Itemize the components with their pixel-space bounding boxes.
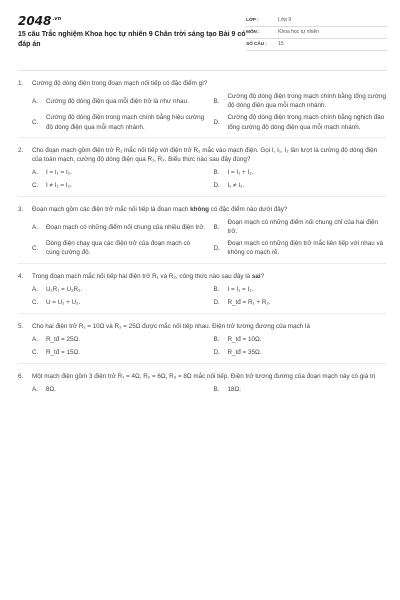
answer-grid (18, 168, 387, 191)
meta-table (246, 15, 387, 51)
answer-option-b[interactable] (214, 285, 388, 295)
answer-text: Cường độ dòng điện trong mạch chính bằng nghịch đảo tổng cường độ dòng điện qua mỗi mạch nhánh. (227, 114, 385, 131)
question-body: Cho hai điện trở R₁ = 10Ω và R₂ = 25Ω được mắc nối tiếp nhau. Điện trở tương đương của mạch là (32, 322, 310, 330)
question-3 (18, 205, 387, 264)
answer-letter: C. (32, 182, 39, 190)
question-number: 2. (18, 146, 24, 154)
answer-letter: B. (213, 169, 220, 177)
question-body: Cho đoạn mạch gồm điện trở R₁ mắc nối tiếp với điện trở R₂ mắc vào mạch điện. Gọi I, I₁, I₂ lần lượt là cường độ dòng điện của toàn mạch, cường độ dòng điện qua R₁, R₂. Biểu thức nào sau đây đúng? (32, 146, 378, 163)
answer-text: U = U₁ + U₂. (46, 299, 81, 307)
answer-letter: A. (32, 223, 38, 231)
answer-letter: C. (32, 299, 39, 307)
answer-option-d[interactable] (214, 113, 388, 131)
logo-text: 2048 (18, 14, 52, 28)
header (18, 12, 387, 60)
answer-grid (18, 92, 387, 132)
answer-option-d[interactable] (214, 239, 388, 257)
answer-text: R_tđ = R₁ + R₂. (227, 299, 271, 307)
answer-text: I = I₁ = I₂. (227, 286, 254, 294)
answer-text: 18Ω. (227, 386, 241, 394)
answer-option-c[interactable] (32, 113, 206, 131)
answer-letter: D. (213, 118, 220, 126)
answer-text: I = I₁ + I₂. (227, 169, 254, 177)
answer-option-a[interactable] (32, 218, 206, 236)
header-divider (18, 70, 387, 71)
question-text-part: ? (260, 272, 265, 280)
question-4 (18, 272, 387, 314)
question-text-part: Trong đoạn mạch mắc nối tiếp hai điện trở R₁ và R₂, công thức nào sau đây là (32, 272, 252, 280)
answer-option-b[interactable] (214, 218, 388, 236)
question-divider (18, 313, 387, 314)
question-text (18, 322, 387, 331)
answer-letter: A. (32, 97, 38, 105)
header-left (18, 12, 246, 50)
answer-option-b[interactable] (214, 168, 388, 178)
question-text-part: có đặc điểm nào dưới đây? (209, 205, 288, 213)
meta-value: 15 (278, 40, 284, 47)
question-1 (18, 79, 387, 138)
question-divider (18, 196, 387, 197)
meta-row-count (246, 39, 387, 51)
answer-grid (18, 285, 387, 308)
answer-text: R_tđ = 10Ω. (227, 336, 262, 344)
answer-letter: D. (213, 182, 220, 190)
answer-option-c[interactable] (32, 298, 206, 308)
answer-text: Cường độ dòng điện trong mạch chính bằng tổng cường độ dòng điện qua mỗi mạch nhánh. (227, 93, 386, 110)
question-text (18, 205, 387, 214)
question-number: 4. (18, 272, 24, 280)
question-emphasis: sai (251, 272, 261, 280)
question-divider (18, 363, 387, 364)
answer-option-b[interactable] (214, 335, 388, 345)
answer-letter: A. (32, 336, 38, 344)
answer-text: Đoạn mạch có những điểm nối chung chỉ của hai điện trở. (227, 219, 379, 236)
answer-grid (18, 385, 387, 395)
answer-letter: A. (32, 386, 38, 394)
answer-letter: A. (32, 169, 38, 177)
answer-option-a[interactable] (32, 285, 206, 295)
question-body: Một mạch điện gồm 3 điện trở R₁ = 4Ω, R₂ = 6Ω, R₃ = 8Ω mắc nối tiếp. Điện trở tương đương của đoạn mạch này có giá trị (32, 372, 376, 380)
question-text-part: Đoạn mạch gồm các điện trở mắc nối tiếp là đoạn mạch (32, 205, 191, 213)
answer-letter: C. (32, 349, 39, 357)
question-body (32, 205, 387, 214)
answer-letter: C. (32, 118, 39, 126)
answer-grid (18, 335, 387, 358)
logo-suffix: .vn (52, 16, 62, 22)
answer-option-a[interactable] (32, 385, 206, 395)
question-6 (18, 372, 387, 395)
meta-value: Lớp 9 (278, 16, 292, 23)
answer-option-c[interactable] (32, 239, 206, 257)
answer-option-d[interactable] (214, 348, 388, 358)
answer-option-c[interactable] (32, 348, 206, 358)
question-5 (18, 322, 387, 364)
answer-letter: B. (213, 336, 220, 344)
answer-option-a[interactable] (32, 92, 206, 110)
question-text (18, 372, 387, 381)
answer-letter: A. (32, 286, 38, 294)
document-title: 15 câu Trắc nghiệm Khoa học tự nhiên 9 Chân trời sáng tạo Bài 9 có đáp án (18, 31, 246, 48)
question-number: 5. (18, 322, 24, 330)
question-2 (18, 146, 387, 197)
answer-option-d[interactable] (214, 181, 388, 191)
answer-text: U₁R₁ = U₂R₂. (46, 286, 83, 294)
site-logo[interactable] (18, 12, 246, 28)
meta-value: Khoa học tự nhiên (278, 28, 320, 35)
answer-text: I₁ ≠ I₂. (227, 182, 245, 190)
answer-option-a[interactable] (32, 168, 206, 178)
answer-letter: C. (32, 244, 39, 252)
question-body (32, 272, 387, 281)
answer-option-a[interactable] (32, 335, 206, 345)
question-text (18, 146, 387, 164)
question-divider (18, 263, 387, 264)
meta-label: SỐ CÂU : (246, 41, 267, 47)
answer-option-b[interactable] (214, 385, 388, 395)
answer-text: Đoạn mạch có những điểm nối chung của nhiều điện trở. (46, 223, 206, 231)
answer-text: I = I₁ = I₂. (46, 169, 72, 177)
answer-letter: B. (213, 386, 220, 394)
meta-label: LỚP : (246, 17, 259, 23)
meta-row-class (246, 15, 387, 27)
answer-letter: B. (213, 97, 220, 105)
answer-option-c[interactable] (32, 181, 206, 191)
question-number: 3. (18, 205, 24, 213)
meta-row-subject (246, 27, 387, 39)
answer-text: I ≠ I₁ = I₂. (46, 182, 72, 190)
question-text (18, 272, 387, 281)
answer-letter: B. (213, 223, 220, 231)
question-emphasis: không (190, 205, 210, 213)
meta-label: MÔN : (246, 29, 260, 35)
answer-letter: D. (213, 244, 220, 252)
answer-letter: D. (213, 299, 220, 307)
question-number: 1. (18, 80, 24, 87)
answer-letter: B. (213, 286, 220, 294)
question-body: Cường độ dòng điện trong đoạn mạch nối tiếp có đặc điểm gì? (32, 80, 208, 87)
answer-text: Dòng điện chạy qua các điện trở của đoạn mạch có cùng cường độ. (46, 240, 191, 257)
answer-text: Cường độ dòng điện qua mỗi điện trở là như nhau. (46, 97, 189, 105)
answer-text: R_tđ = 25Ω. (46, 336, 80, 344)
answer-text: R_tđ = 35Ω. (227, 349, 262, 357)
answer-grid (18, 218, 387, 258)
answer-text: Cường độ dòng điện trong mạch chính bằng hiệu cường độ dòng điện qua mỗi mạch nhánh. (46, 114, 205, 131)
answer-text: R_tđ = 15Ω. (46, 349, 80, 357)
question-text (18, 79, 387, 88)
question-divider (18, 137, 387, 138)
answer-option-b[interactable] (214, 92, 388, 110)
answer-letter: D. (213, 349, 220, 357)
answer-text: 8Ω. (46, 386, 56, 394)
question-number: 6. (18, 372, 24, 380)
answer-text: Đoạn mạch có những điện trở mắc liên tiếp với nhau và không có mạch rẽ. (227, 240, 384, 257)
answer-option-d[interactable] (214, 298, 388, 308)
